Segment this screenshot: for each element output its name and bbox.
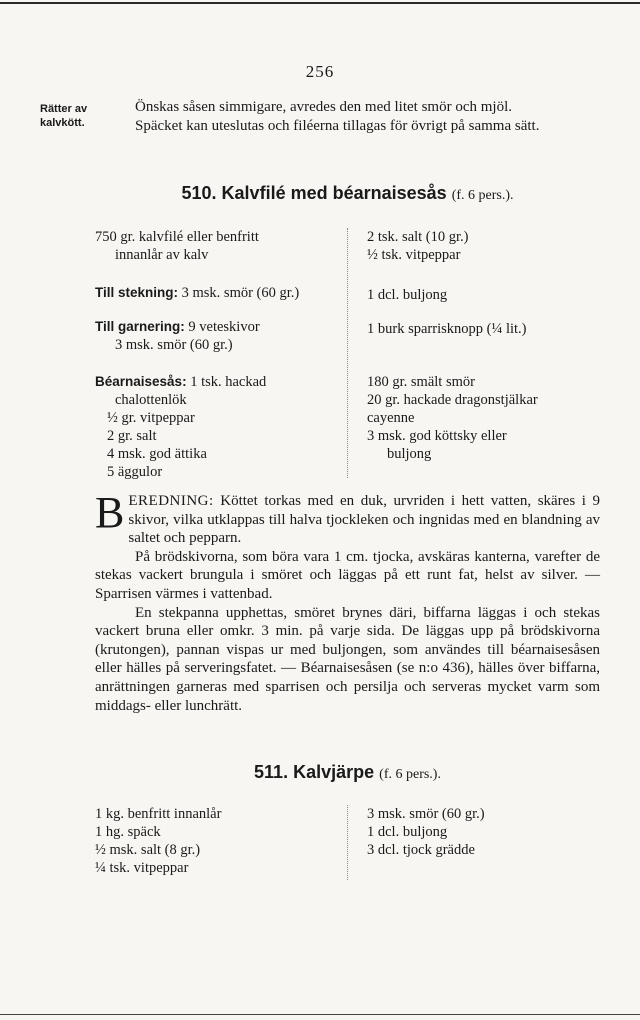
ingredient: 3 msk. smör (60 gr.) [115,337,233,353]
bearnaise-block [95,373,355,481]
ingredient: 3 msk. smör (60 gr.) [367,806,485,822]
ingredient: innanlår av kalv [115,247,209,263]
ingredient: 3 msk. smör (60 gr.) [178,285,300,301]
ingredient: 1 kg. benfritt innanlår [95,806,222,822]
ingredient: 20 gr. hackade dragonstjälkar [367,392,538,408]
bearnaise-right [367,373,607,463]
section-label: Béarnaisesås: [95,374,187,389]
bottom-rule [0,1014,640,1015]
garnering-block [95,318,355,354]
instruction-paragraph: En stekpanna upphettas, smöret brynes däri, biffarna läggas i och stekas vackert bruna eller omkr. 3 min. på varje sida. De läggas upp på brödskivorna (krutongen), pannan vispas ur med buljongen, som användes till béarnaisesåsen eller hälles på serveringsfatet. — Béarnaisesåsen (se n:o 436), hälles över biffarna, anrättningen garneras med sparrisen och persilja och serveras mycket varm som middags- eller lunchrätt. [95,604,600,714]
ingredient: ½ tsk. vitpeppar [367,247,461,263]
ingredient: ¼ tsk. vitpeppar [95,860,189,876]
garnering-right [367,320,607,338]
ingredient: ½ msk. salt (8 gr.) [95,842,201,858]
recipe-title: Kalvjärpe [293,762,375,782]
ingredient: 3 dcl. tjock grädde [367,842,475,858]
column-divider [347,228,348,478]
ingredient: chalottenlök [115,392,187,408]
ingredients-left-1 [95,228,355,264]
intro-text [95,98,600,136]
top-rule [0,2,640,4]
ingredients-right-1 [367,228,607,264]
recipe-510-heading [95,183,600,204]
ingredient: 2 gr. salt [107,428,157,444]
instruction-text: Köttet torkas med en duk, urvriden i hett vatten, skäres i 9 skivor, vilka utklappas till halva tjockleken och ingnidas med en blandning av saltet och pepparn. [128,493,600,547]
ingredient: 4 msk. god ättika [107,446,207,462]
ingredient: ½ gr. vitpeppar [107,410,195,426]
recipe-persons: (f. 6 pers.). [379,767,441,782]
ingredient: 1 tsk. hackad [186,374,267,390]
margin-note-line: Rätter av [40,103,88,115]
ingredient: 1 burk sparrisknopp (¼ lit.) [367,321,527,337]
recipe-persons: (f. 6 pers.). [451,188,514,203]
margin-note [40,102,87,130]
ingredient: buljong [387,446,432,462]
stekning-right [367,286,607,304]
instruction-paragraph [95,488,600,548]
ingredient: 3 msk. god köttsky eller [367,428,507,444]
recipe-title: Kalvfilé med béarnaisesås [221,183,447,203]
ingredients-511-left [95,805,355,877]
section-label: Till garnering: [95,319,185,334]
ingredients-511-right [367,805,607,859]
ingredient: 5 äggulor [107,464,163,480]
column-divider [347,805,348,880]
drop-cap: B [95,488,125,537]
page-number: 256 [305,62,335,81]
recipe-number: 510. [181,183,217,203]
ingredient: 750 gr. kalvfilé eller benfritt [95,229,259,245]
intro-paragraph: Önskas såsen simmigare, avredes den med litet smör och mjöl. [135,99,512,115]
ingredient: 1 hg. späck [95,824,161,840]
ingredient: 9 veteskivor [184,319,260,335]
ingredient: cayenne [367,410,415,426]
recipe-number: 511. [254,762,289,782]
beredning-label: EREDNING: [128,493,214,509]
ingredient: 2 tsk. salt (10 gr.) [367,229,469,245]
instruction-paragraph: På brödskivorna, som böra vara 1 cm. tjocka, avskäras kanterna, varefter de stekas vackert brungula i smöret och läggas på ett runt fat, helst av silver. — Sparrisen värmes i vattenbad. [95,548,600,602]
ingredient: 1 dcl. buljong [367,824,448,840]
ingredient: 1 dcl. buljong [367,287,448,303]
stekning-block [95,284,355,302]
recipe-511-heading [95,762,600,783]
intro-paragraph: Späcket kan uteslutas och filéerna tillagas för övrigt på samma sätt. [135,118,540,134]
section-label: Till stekning: [95,285,179,300]
margin-note-line: kalvkött. [40,117,85,129]
ingredient: 180 gr. smält smör [367,374,475,390]
beredning-text [95,488,600,715]
